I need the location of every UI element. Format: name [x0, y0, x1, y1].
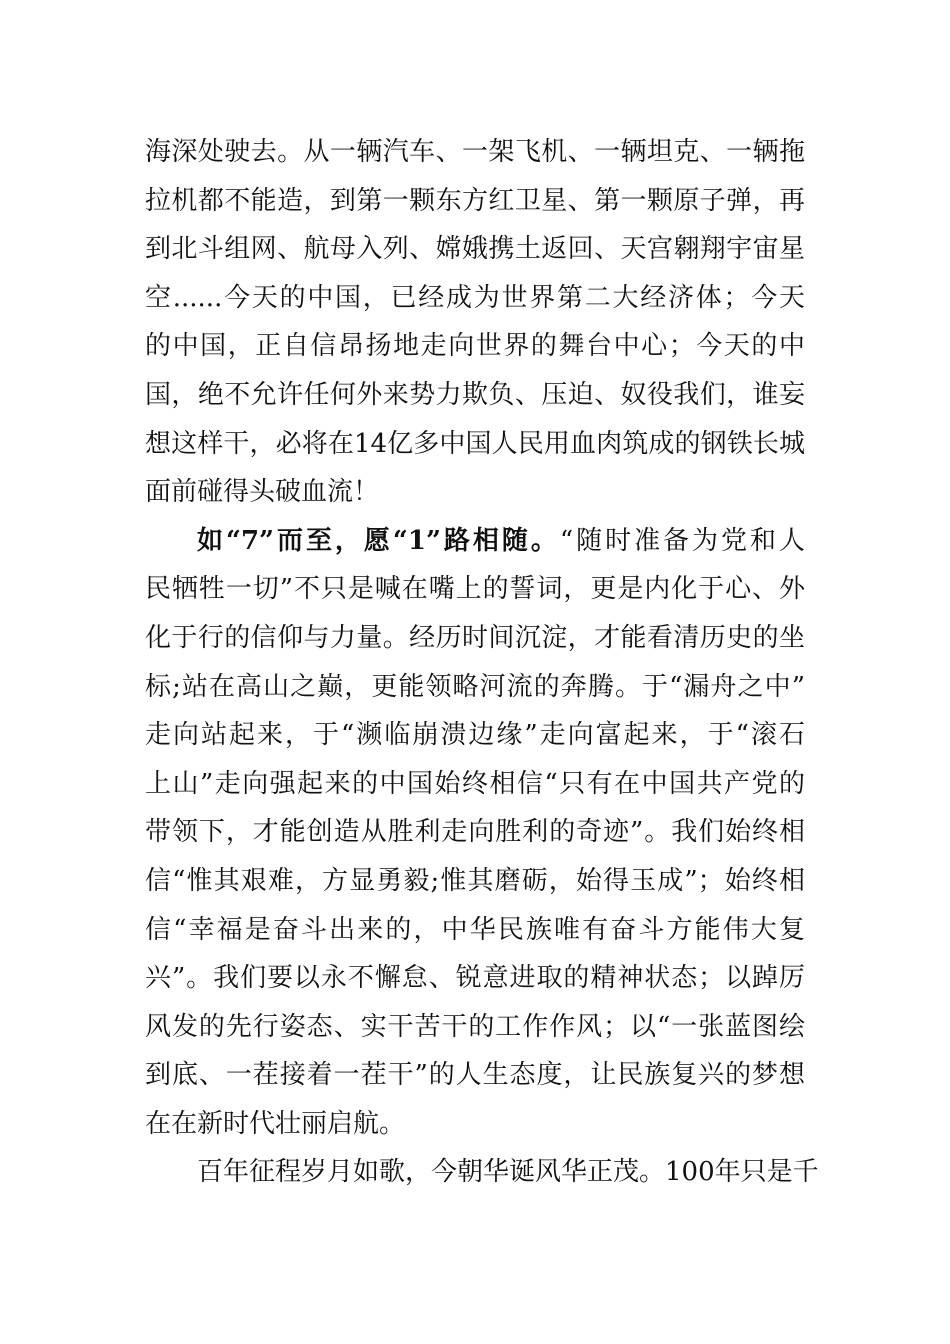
paragraph-1-line-7: 想这样干，必将在14亿多中国人民用血肉筑成的钢铁长城 [145, 428, 805, 459]
paragraph-2-line-13: 在在新时代壮丽启航。 [145, 1108, 406, 1139]
paragraph-2-line-10: 兴”。我们要以永不懈怠、锐意进取的精神状态；以踔厉 [145, 963, 805, 994]
paragraph-1-line-8: 面前碰得头破血流！ [145, 477, 380, 508]
paragraph-2-line-3: 化于行的信仰与力量。经历时间沉淀，才能看清历史的坐 [145, 622, 805, 653]
document-body [145, 128, 819, 1197]
paragraph-2-first-line [145, 517, 805, 566]
paragraph-1-line-4: 空......今天的中国，已经成为世界第二大经济体；今天 [145, 282, 805, 313]
paragraph-2-line-12: 到底、一茬接着一茬干”的人生态度，让民族复兴的梦想 [145, 1060, 805, 1091]
paragraph-3-line-1: 百年征程岁月如歌，今朝华诞风华正茂。100年只是千 [197, 1157, 819, 1188]
paragraph-2-line-4: 标;站在高山之巅，更能领略河流的奔腾。于“漏舟之中” [145, 671, 805, 702]
paragraph-1-line-3: 到北斗组网、航母入列、嫦娥携土返回、天宫翱翔宇宙星 [145, 234, 805, 265]
paragraph-1-line-5: 的中国，正自信昂扬地走向世界的舞台中心；今天的中 [145, 331, 805, 362]
paragraph-2-first-line-text: “随时准备为党和人 [559, 525, 805, 556]
paragraph-2-line-5: 走向站起来，于“濒临崩溃边缘”走向富起来，于“滚石 [145, 720, 805, 751]
paragraph-2-line-6: 上山”走向强起来的中国始终相信“只有在中国共产党的 [145, 768, 805, 799]
paragraph-1-line-6: 国，绝不允许任何外来势力欺负、压迫、奴役我们，谁妄 [145, 379, 805, 410]
paragraph-1-line-1: 海深处驶去。从一辆汽车、一架飞机、一辆坦克、一辆拖 [145, 137, 805, 167]
paragraph-2-line-8: 信“惟其艰难，方显勇毅;惟其磨砺，始得玉成”；始终相 [145, 865, 805, 896]
paragraph-2-line-2: 民牺牲一切”不只是喊在嘴上的誓词，更是内化于心、外 [145, 574, 805, 605]
paragraph-2-line-9: 信“幸福是奋斗出来的，中华民族唯有奋斗方能伟大复 [145, 914, 805, 945]
paragraph-2-line-7: 带领下，才能创造从胜利走向胜利的奇迹”。我们始终相 [145, 817, 805, 848]
paragraph-2-line-11: 风发的先行姿态、实干苦干的工作作风；以“一张蓝图绘 [145, 1011, 805, 1042]
paragraph-2-heading: 如“7”而至，愿“1”路相随。 [197, 525, 560, 556]
paragraph-1-line-2: 拉机都不能造，到第一颗东方红卫星、第一颗原子弹，再 [145, 185, 805, 216]
